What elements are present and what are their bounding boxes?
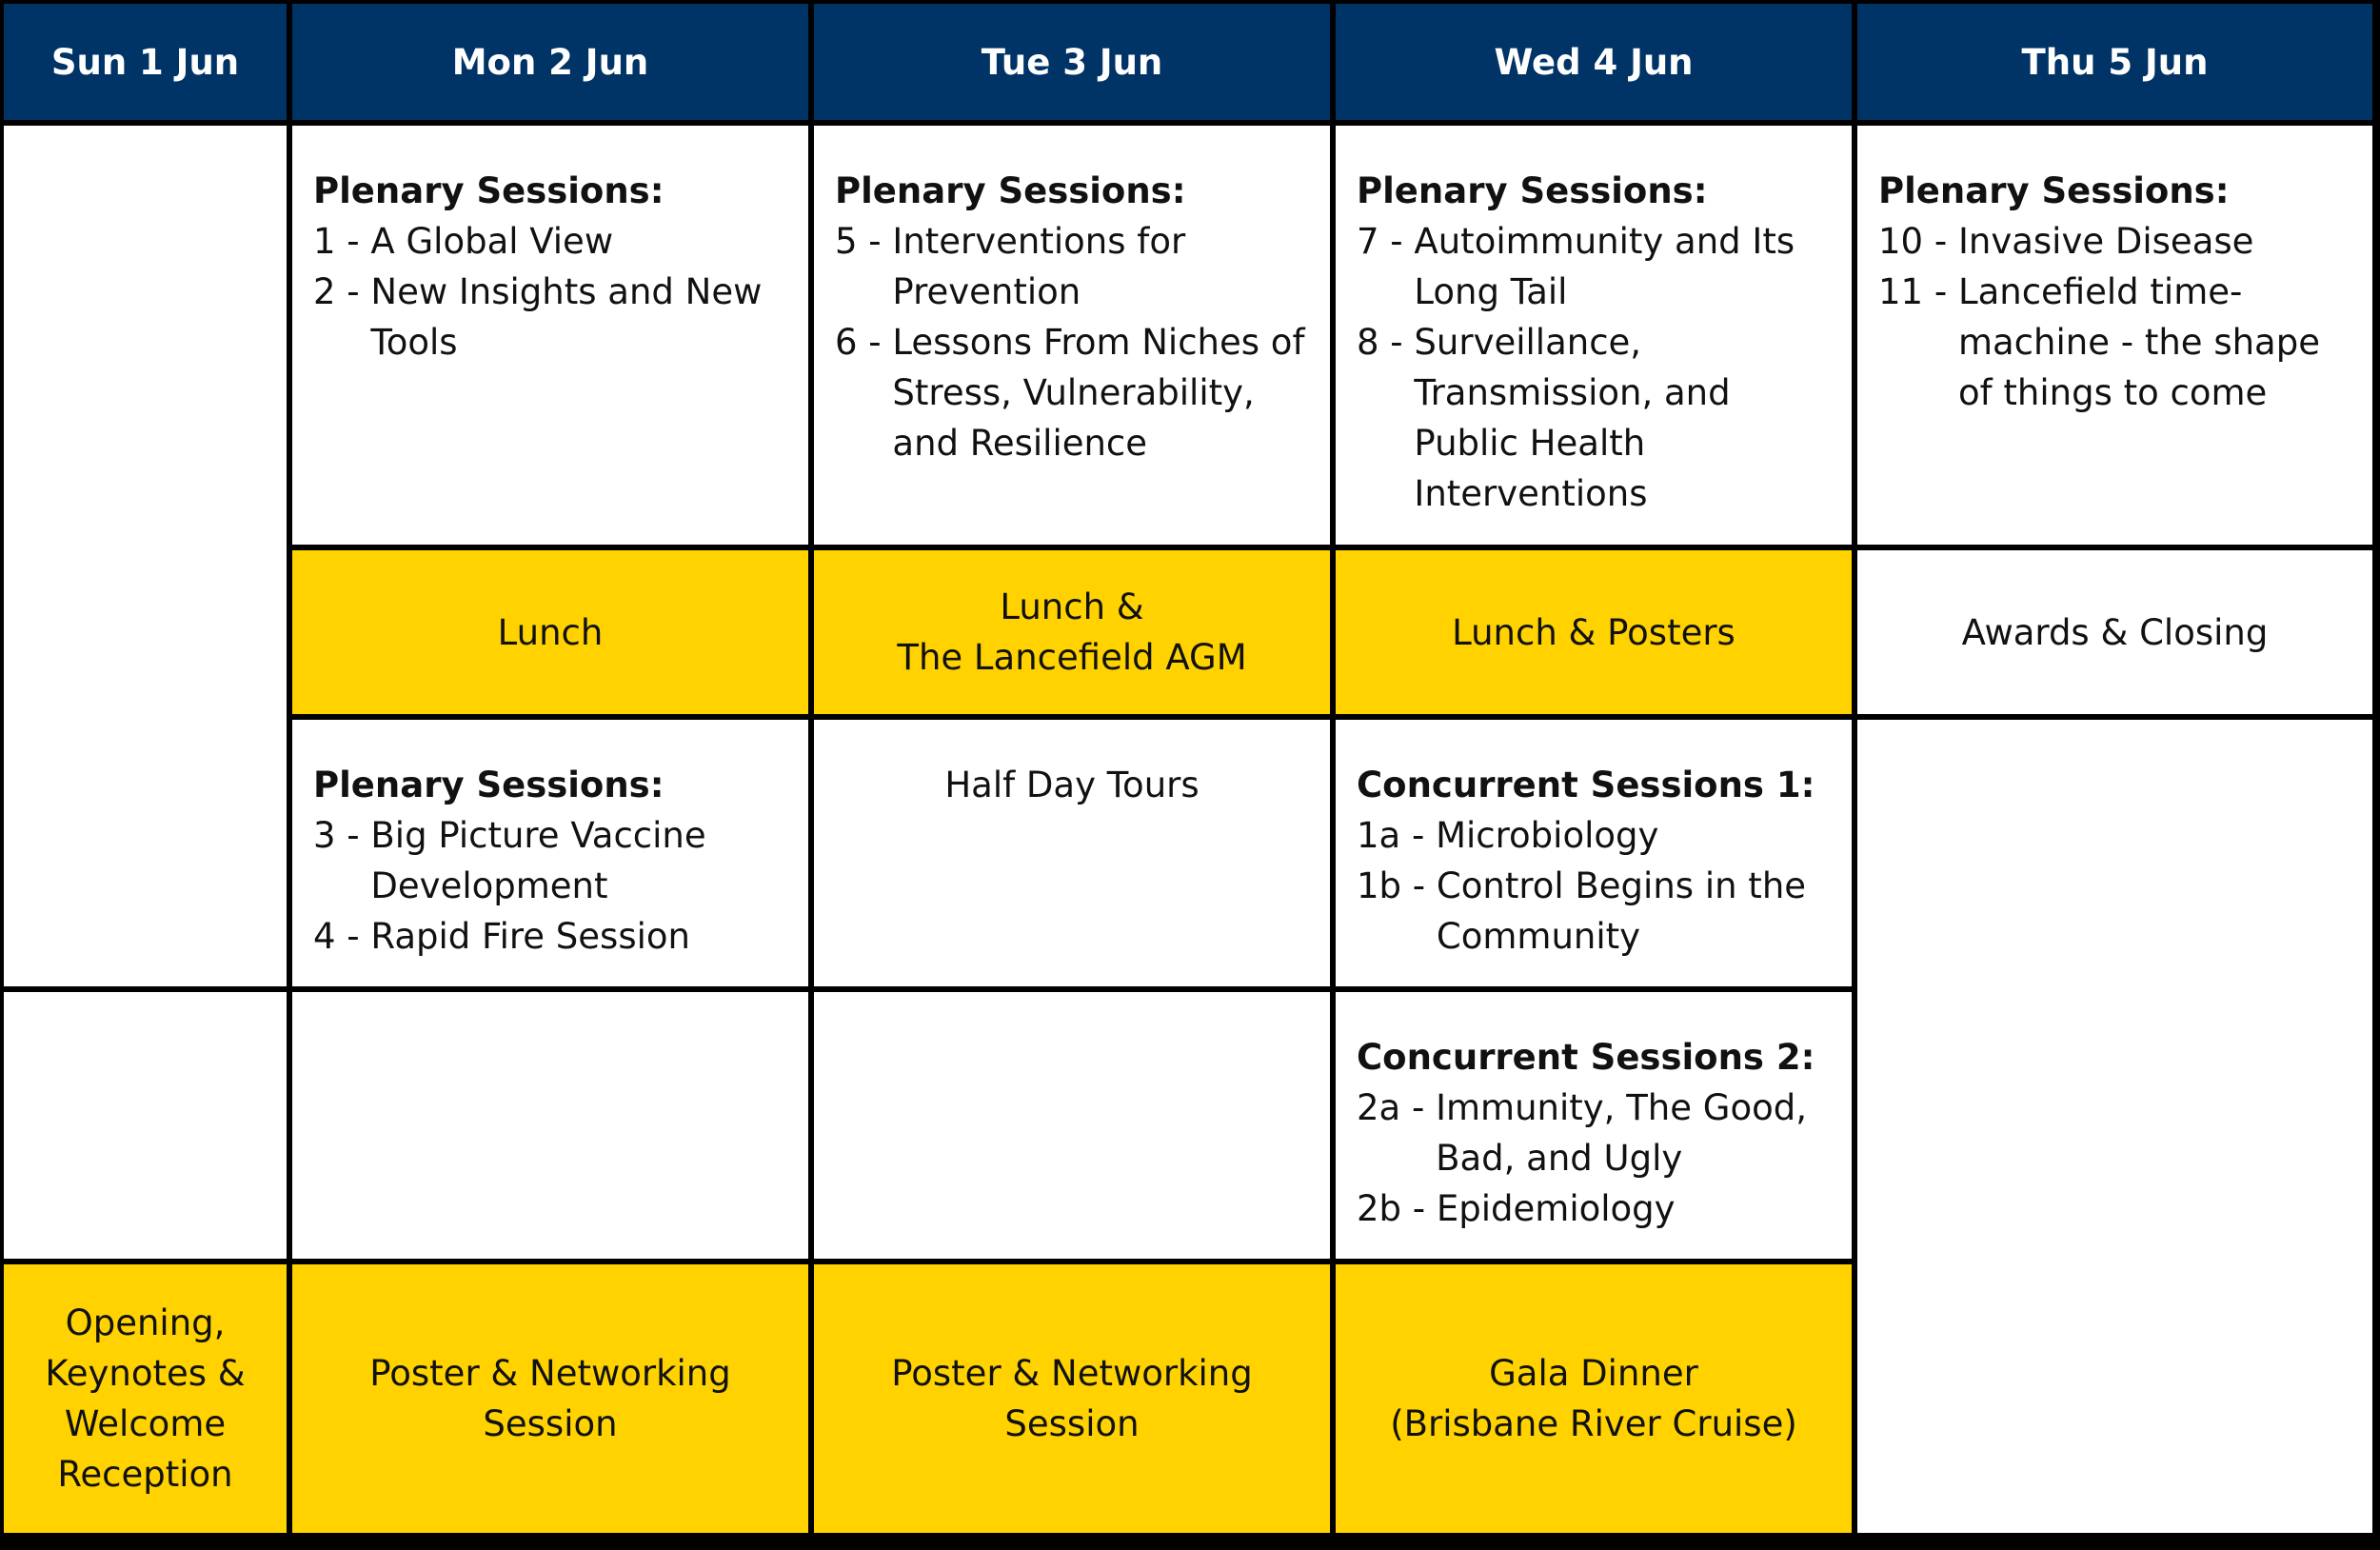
session-number: 7 -	[1357, 221, 1415, 262]
session-number: 2a -	[1357, 1087, 1437, 1128]
session-title: Plenary Sessions:	[1357, 170, 1708, 211]
session-name: A Global View	[370, 221, 614, 262]
session-item	[313, 911, 787, 962]
session-name: Microbiology	[1436, 815, 1659, 856]
sun-empty-late	[4, 992, 287, 1259]
mon-morning-sessions	[292, 126, 808, 545]
session-title: Plenary Sessions:	[313, 170, 664, 211]
session-name: Lancefield time-machine - the shape of things to come	[1957, 271, 2320, 413]
session-title: Plenary Sessions:	[835, 170, 1186, 211]
thu-morning-sessions	[1857, 126, 2372, 545]
wed-lunch-cell	[1336, 550, 1852, 714]
session-item	[313, 216, 787, 267]
session-name: Big Picture Vaccine Development	[370, 815, 706, 906]
session-name: New Insights and New Tools	[370, 271, 763, 363]
thu-empty-afternoon	[1857, 720, 2372, 1533]
session-item	[835, 317, 1309, 468]
tue-lunch-text: Lunch & The Lancefield AGM	[897, 586, 1247, 678]
session-number: 3 -	[313, 815, 371, 856]
thu-closing-cell	[1857, 550, 2372, 714]
session-number: 2b -	[1357, 1188, 1437, 1229]
tue-tours-text: Half Day Tours	[944, 765, 1200, 805]
tue-poster-text: Poster & Networking Session	[891, 1353, 1253, 1444]
session-name: Rapid Fire Session	[370, 916, 690, 957]
wed-lunch-text: Lunch & Posters	[1452, 611, 1735, 653]
tue-lunch-cell	[814, 550, 1330, 714]
tue-morning-sessions	[814, 126, 1330, 545]
header-mon: Mon 2 Jun	[292, 4, 808, 120]
header-thu: Thu 5 Jun	[1857, 4, 2372, 120]
tue-empty-late	[814, 992, 1330, 1259]
mon-empty-late	[292, 992, 808, 1259]
session-name: Lessons From Niches of Stress, Vulnerability, and Resilience	[892, 322, 1305, 464]
session-item	[1357, 216, 1831, 317]
session-name: Control Begins in the Community	[1436, 865, 1807, 957]
wed-concurrent-2	[1336, 992, 1852, 1259]
mon-poster-text: Poster & Networking Session	[369, 1353, 731, 1444]
session-number: 8 -	[1357, 322, 1415, 363]
session-number: 1 -	[313, 221, 371, 262]
session-item	[1878, 267, 2351, 418]
session-number: 1b -	[1357, 865, 1437, 906]
session-name: Autoimmunity and Its Long Tail	[1414, 221, 1795, 312]
mon-afternoon-sessions	[292, 720, 808, 986]
session-number: 2 -	[313, 271, 371, 312]
wed-morning-sessions	[1336, 126, 1852, 545]
header-sun: Sun 1 Jun	[4, 4, 287, 120]
session-number: 10 -	[1878, 221, 1958, 262]
tue-tours-cell	[814, 720, 1330, 986]
thu-closing-text: Awards & Closing	[1961, 611, 2269, 653]
header-wed: Wed 4 Jun	[1336, 4, 1852, 120]
sun-opening-cell	[4, 1264, 287, 1533]
session-item	[1357, 810, 1831, 861]
wed-concurrent-1	[1336, 720, 1852, 986]
mon-lunch-cell	[292, 550, 808, 714]
sun-empty-day	[4, 126, 287, 986]
session-name: Interventions for Prevention	[892, 221, 1186, 312]
session-title: Plenary Sessions:	[1878, 170, 2230, 211]
wed-gala-text: Gala Dinner (Brisbane River Cruise)	[1390, 1353, 1797, 1444]
session-item	[1357, 317, 1831, 519]
session-title: Plenary Sessions:	[313, 765, 664, 805]
session-number: 6 -	[835, 322, 893, 363]
session-item	[835, 216, 1309, 317]
session-item	[1357, 861, 1831, 962]
session-name: Surveillance, Transmission, and Public Health Interventions	[1414, 322, 1731, 514]
mon-poster-cell	[292, 1264, 808, 1533]
session-title: Concurrent Sessions 2:	[1357, 1037, 1815, 1078]
tue-poster-cell	[814, 1264, 1330, 1533]
session-number: 11 -	[1878, 271, 1958, 312]
session-item	[1878, 216, 2351, 267]
session-name: Invasive Disease	[1957, 221, 2254, 262]
session-title: Concurrent Sessions 1:	[1357, 765, 1815, 805]
session-item	[313, 810, 787, 911]
session-number: 1a -	[1357, 815, 1437, 856]
header-tue: Tue 3 Jun	[814, 4, 1330, 120]
session-name: Epidemiology	[1436, 1188, 1676, 1229]
session-number: 5 -	[835, 221, 893, 262]
session-name: Immunity, The Good, Bad, and Ugly	[1436, 1087, 1807, 1179]
mon-lunch-text: Lunch	[497, 611, 604, 653]
wed-gala-cell	[1336, 1264, 1852, 1533]
session-item	[313, 267, 787, 368]
session-number: 4 -	[313, 916, 371, 957]
session-item	[1357, 1183, 1831, 1234]
session-item	[1357, 1083, 1831, 1183]
sun-opening-text: Opening, Keynotes & Welcome Reception	[45, 1302, 246, 1495]
